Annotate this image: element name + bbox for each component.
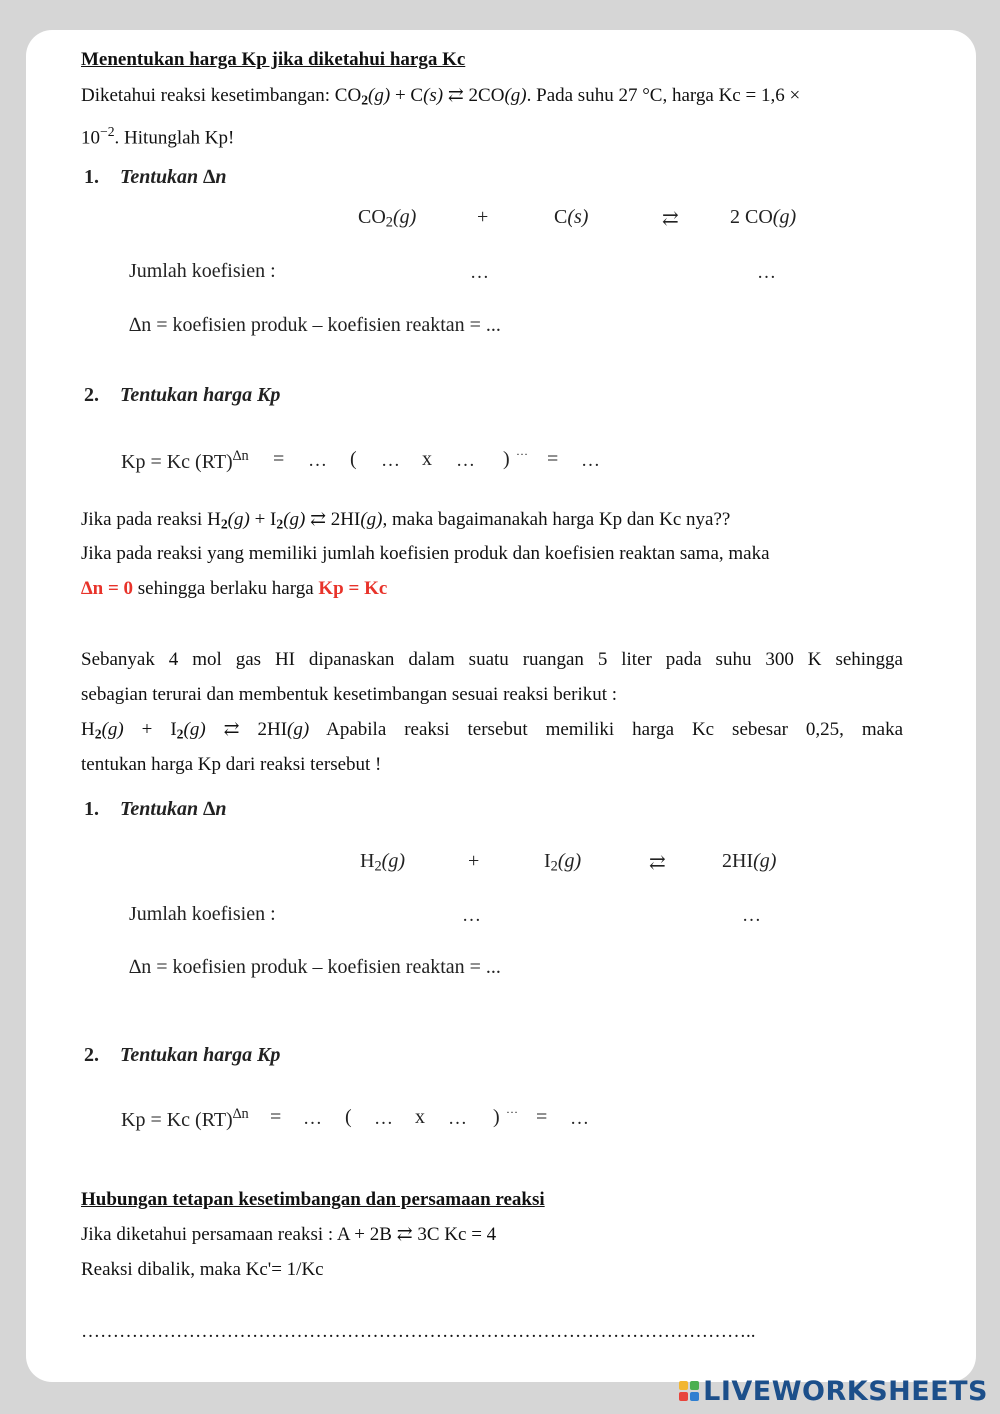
block1-jumlah-label: Jumlah koefisien : [129, 260, 276, 282]
block2-eq-reactant2: $I_2(g)$ [544, 850, 582, 875]
block2-kp-equals: = [270, 1106, 282, 1128]
section2-conclusion: ∆n = 0 sehingga berlaku harga Kp = Kc [81, 578, 388, 599]
section1-problem-line2: $10^{-2}$. Hitunglah Kp! [81, 124, 235, 149]
worksheet-page [26, 30, 976, 1382]
section1-problem-line1: Diketahui reaksi kesetimbangan: CO2(g) + C(s) ⇄ 2CO(g). Pada suhu 27 °C, harga Kc = 1,6 × [81, 85, 801, 108]
block1-step1-title: 1. Tentukan ∆n [84, 166, 227, 188]
block1-kp-blank2[interactable]: … [381, 450, 400, 471]
block2-delta-n-line: ∆n = koefisien produk – koefisien reaktan = ... [129, 956, 501, 978]
kp-equals-kc: Kp = Kc [318, 578, 388, 599]
block2-step2-title: 2. Tentukan harga Kp [84, 1044, 281, 1066]
block2-kp-times: x [415, 1106, 425, 1128]
block2-kp-open-paren: ( [345, 1106, 352, 1128]
block1-kp-equals2: = [547, 448, 559, 470]
block1-kp-result-blank[interactable]: … [581, 450, 600, 471]
block1-kp-power-blank[interactable]: … [516, 444, 528, 458]
block1-kp-times: x [422, 448, 432, 470]
block1-blank-reactant[interactable]: … [470, 262, 489, 283]
block1-kp-blank1[interactable]: … [308, 450, 327, 471]
block2-step1-title: 1. Tentukan ∆n [84, 798, 227, 820]
block1-eq-arrow: ⇄ [662, 208, 679, 230]
block1-kp-open-paren: ( [350, 448, 357, 470]
block1-step2-title: 2. Tentukan harga Kp [84, 384, 281, 406]
block1-kp-blank3[interactable]: … [456, 450, 475, 471]
block2-kp-lhs: Kp = Kc (RT)$^{\Delta n}$ [121, 1106, 249, 1131]
block2-kp-close-paren: ) [493, 1106, 500, 1128]
problem-line3: H2(g) + I2(g) ⇄ 2HI(g) Apabila reaksi tersebut memiliki harga Kc sebesar 0,25, maka [81, 719, 904, 742]
problem-line4: tentukan harga Kp dari reaksi tersebut ! [81, 754, 382, 775]
block1-eq-reactant2: C(s) [554, 206, 589, 228]
block1-delta-n-line: ∆n = koefisien produk – koefisien reaktan = ... [129, 314, 501, 336]
block2-kp-equals2: = [536, 1106, 548, 1128]
block2-kp-power-blank[interactable]: … [506, 1102, 518, 1116]
block2-kp-result-blank[interactable]: … [570, 1108, 589, 1129]
block1-eq-product: 2 CO(g) [730, 206, 797, 228]
problem-line2: sebagian terurai dan membentuk kesetimbangan sesuai reaksi berikut : [81, 684, 618, 705]
delta-n-zero: ∆n = 0 [81, 578, 134, 599]
logo-square-icon [679, 1392, 688, 1401]
logo-square-icon [679, 1381, 688, 1390]
section2-explanation: Jika pada reaksi yang memiliki jumlah koefisien produk dan koefisien reaktan sama, maka [81, 543, 770, 564]
logo-square-icon [690, 1381, 699, 1390]
logo-square-icon [690, 1392, 699, 1401]
section1-heading: Menentukan harga Kp jika diketahui harga Kc [81, 49, 466, 70]
section3-line2: Reaksi dibalik, maka Kc'= 1/Kc [81, 1259, 324, 1280]
block1-kp-lhs: Kp = Kc (RT)$^{\Delta n}$ [121, 448, 249, 473]
problem-line1: Sebanyak 4 mol gas HI dipanaskan dalam suatu ruangan 5 liter pada suhu 300 K sehingga [81, 649, 903, 670]
brand-name: LIVEWORKSHEETS [703, 1375, 988, 1407]
block2-eq-plus: + [468, 850, 480, 872]
block2-jumlah-label: Jumlah koefisien : [129, 903, 276, 925]
liveworksheets-logo [679, 1376, 988, 1406]
section3-answer-line[interactable]: …………………………………………………………………………………………….. [81, 1321, 756, 1342]
block2-eq-product: 2HI(g) [722, 850, 777, 872]
block2-kp-blank3[interactable]: … [448, 1108, 467, 1129]
block2-eq-reactant1: $H_2(g)$ [360, 850, 405, 875]
section3-heading: Hubungan tetapan kesetimbangan dan persamaan reaksi [81, 1189, 545, 1210]
block2-kp-blank1[interactable]: … [303, 1108, 322, 1129]
block1-eq-plus: + [477, 206, 489, 228]
block1-eq-reactant1: $CO_2(g)$ [358, 206, 417, 231]
section2-question: Jika pada reaksi H2(g) + I2(g) ⇄ 2HI(g), maka bagaimanakah harga Kp dan Kc nya?? [81, 509, 731, 532]
block2-kp-blank2[interactable]: … [374, 1108, 393, 1129]
block2-eq-arrow: ⇄ [649, 852, 666, 874]
block1-kp-equals: = [273, 448, 285, 470]
block1-blank-product[interactable]: … [757, 262, 776, 283]
section3-line1: Jika diketahui persamaan reaksi : A + 2B ⇄ 3C Kc = 4 [81, 1224, 497, 1245]
block2-blank-product[interactable]: … [742, 905, 761, 926]
logo-grid-icon [679, 1381, 699, 1401]
block2-blank-reactant[interactable]: … [462, 905, 481, 926]
block1-kp-close-paren: ) [503, 448, 510, 470]
